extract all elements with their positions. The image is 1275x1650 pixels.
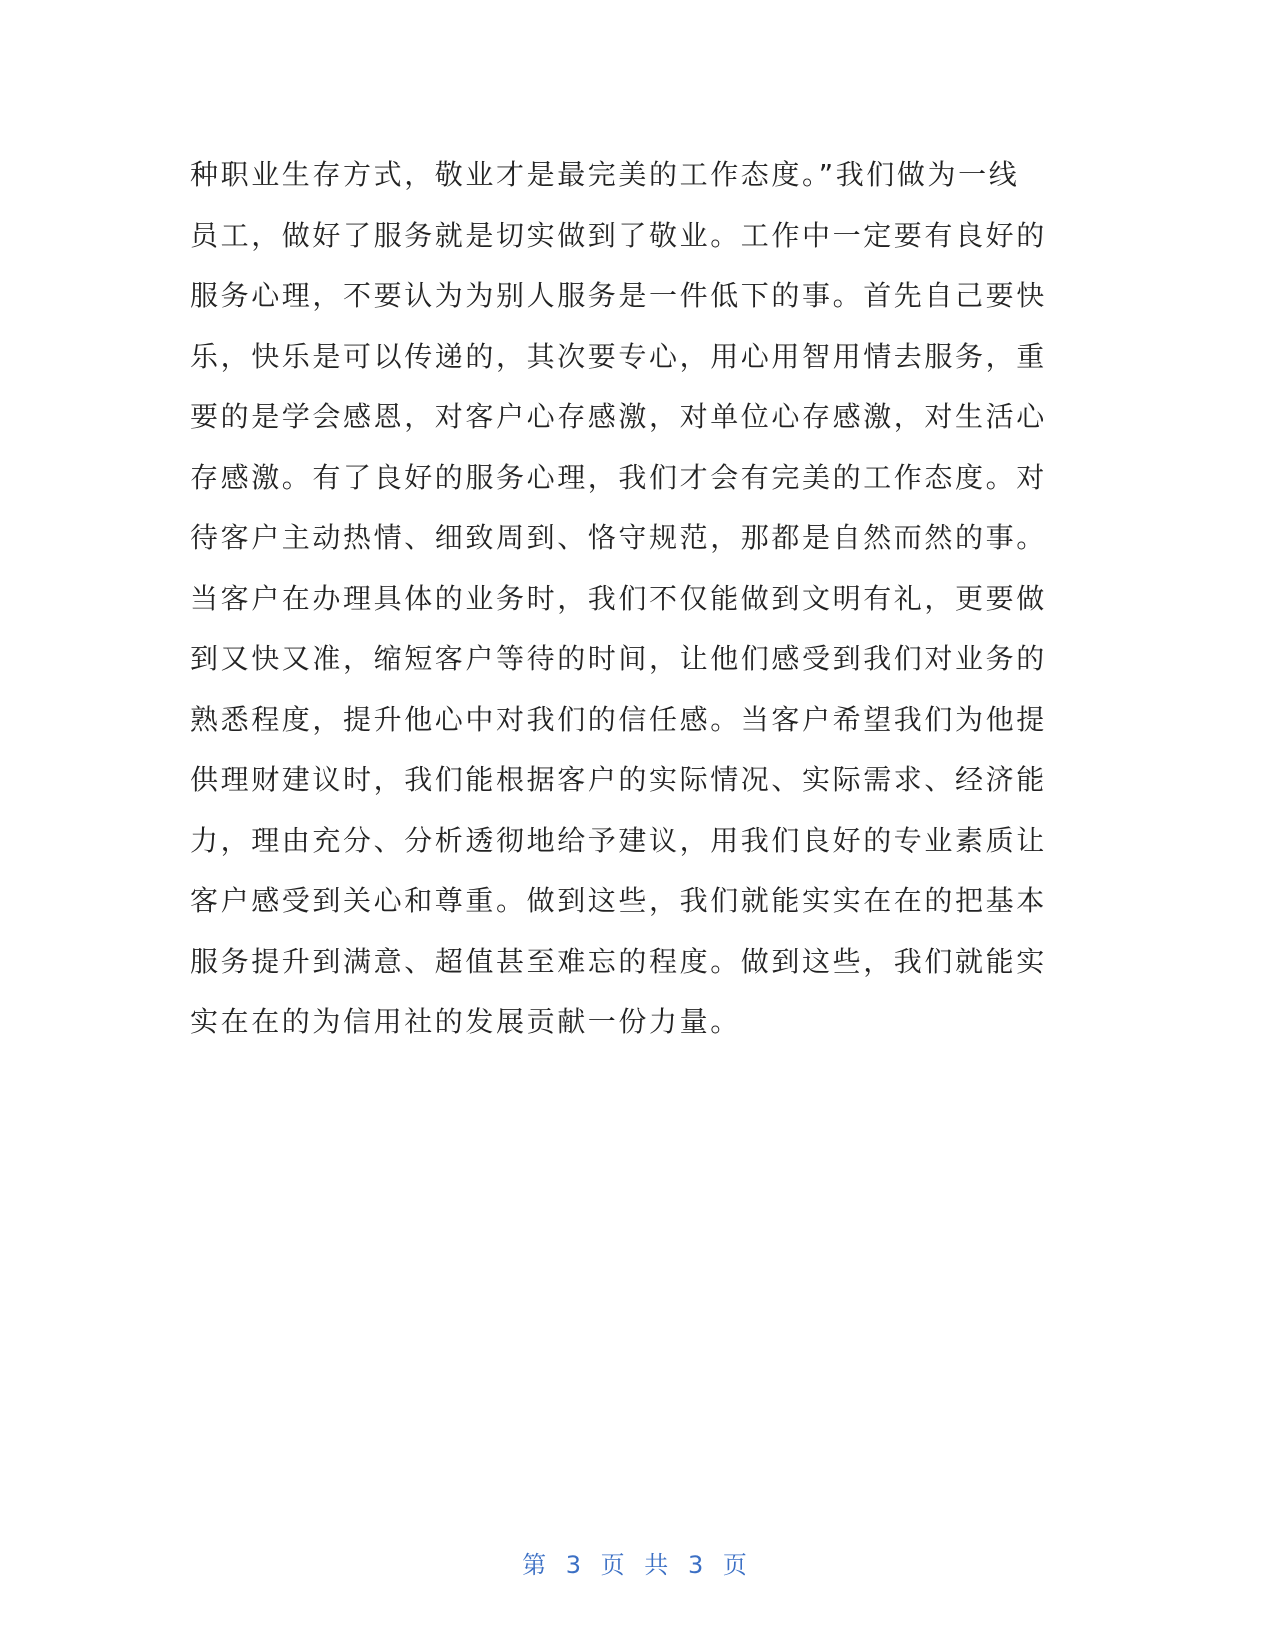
text-line: 种职业生存方式，敬业才是最完美的工作态度。”我们做为一线 bbox=[190, 158, 1020, 191]
text-line: 当客户在办理具体的业务时，我们不仅能做到文明有礼，更要做 bbox=[190, 581, 1047, 615]
text-line: 要的是学会感恩，对客户心存感激，对单位心存感激，对生活心 bbox=[190, 400, 1047, 433]
body-paragraph bbox=[190, 145, 1060, 1053]
text-line: 力，理由充分、分析透彻地给予建议，用我们良好的专业素质让 bbox=[190, 823, 1047, 857]
text-line: 熟悉程度，提升他心中对我们的信任感。当客户希望我们为他提 bbox=[190, 702, 1047, 736]
text-line: 到又快又准，缩短客户等待的时间，让他们感受到我们对业务的 bbox=[190, 642, 1047, 675]
text-line: 客户感受到关心和尊重。做到这些，我们就能实实在在的把基本 bbox=[190, 884, 1047, 917]
text-line: 实在在的为信用社的发展贡献一份力量。 bbox=[190, 1005, 741, 1038]
text-line: 待客户主动热情、细致周到、恪守规范，那都是自然而然的事。 bbox=[190, 521, 1047, 554]
text-line: 服务心理，不要认为为别人服务是一件低下的事。首先自己要快 bbox=[190, 279, 1047, 312]
text-line: 存感激。有了良好的服务心理，我们才会有完美的工作态度。对 bbox=[190, 460, 1047, 494]
text-line: 乐，快乐是可以传递的，其次要专心，用心用智用情去服务，重 bbox=[190, 339, 1047, 373]
text-line: 供理财建议时，我们能根据客户的实际情况、实际需求、经济能 bbox=[190, 763, 1047, 796]
text-line: 服务提升到满意、超值甚至难忘的程度。做到这些，我们就能实 bbox=[190, 944, 1047, 978]
text-line: 员工，做好了服务就是切实做到了敬业。工作中一定要有良好的 bbox=[190, 218, 1047, 252]
page-number-footer: 第 3 页 共 3 页 bbox=[522, 1551, 753, 1579]
